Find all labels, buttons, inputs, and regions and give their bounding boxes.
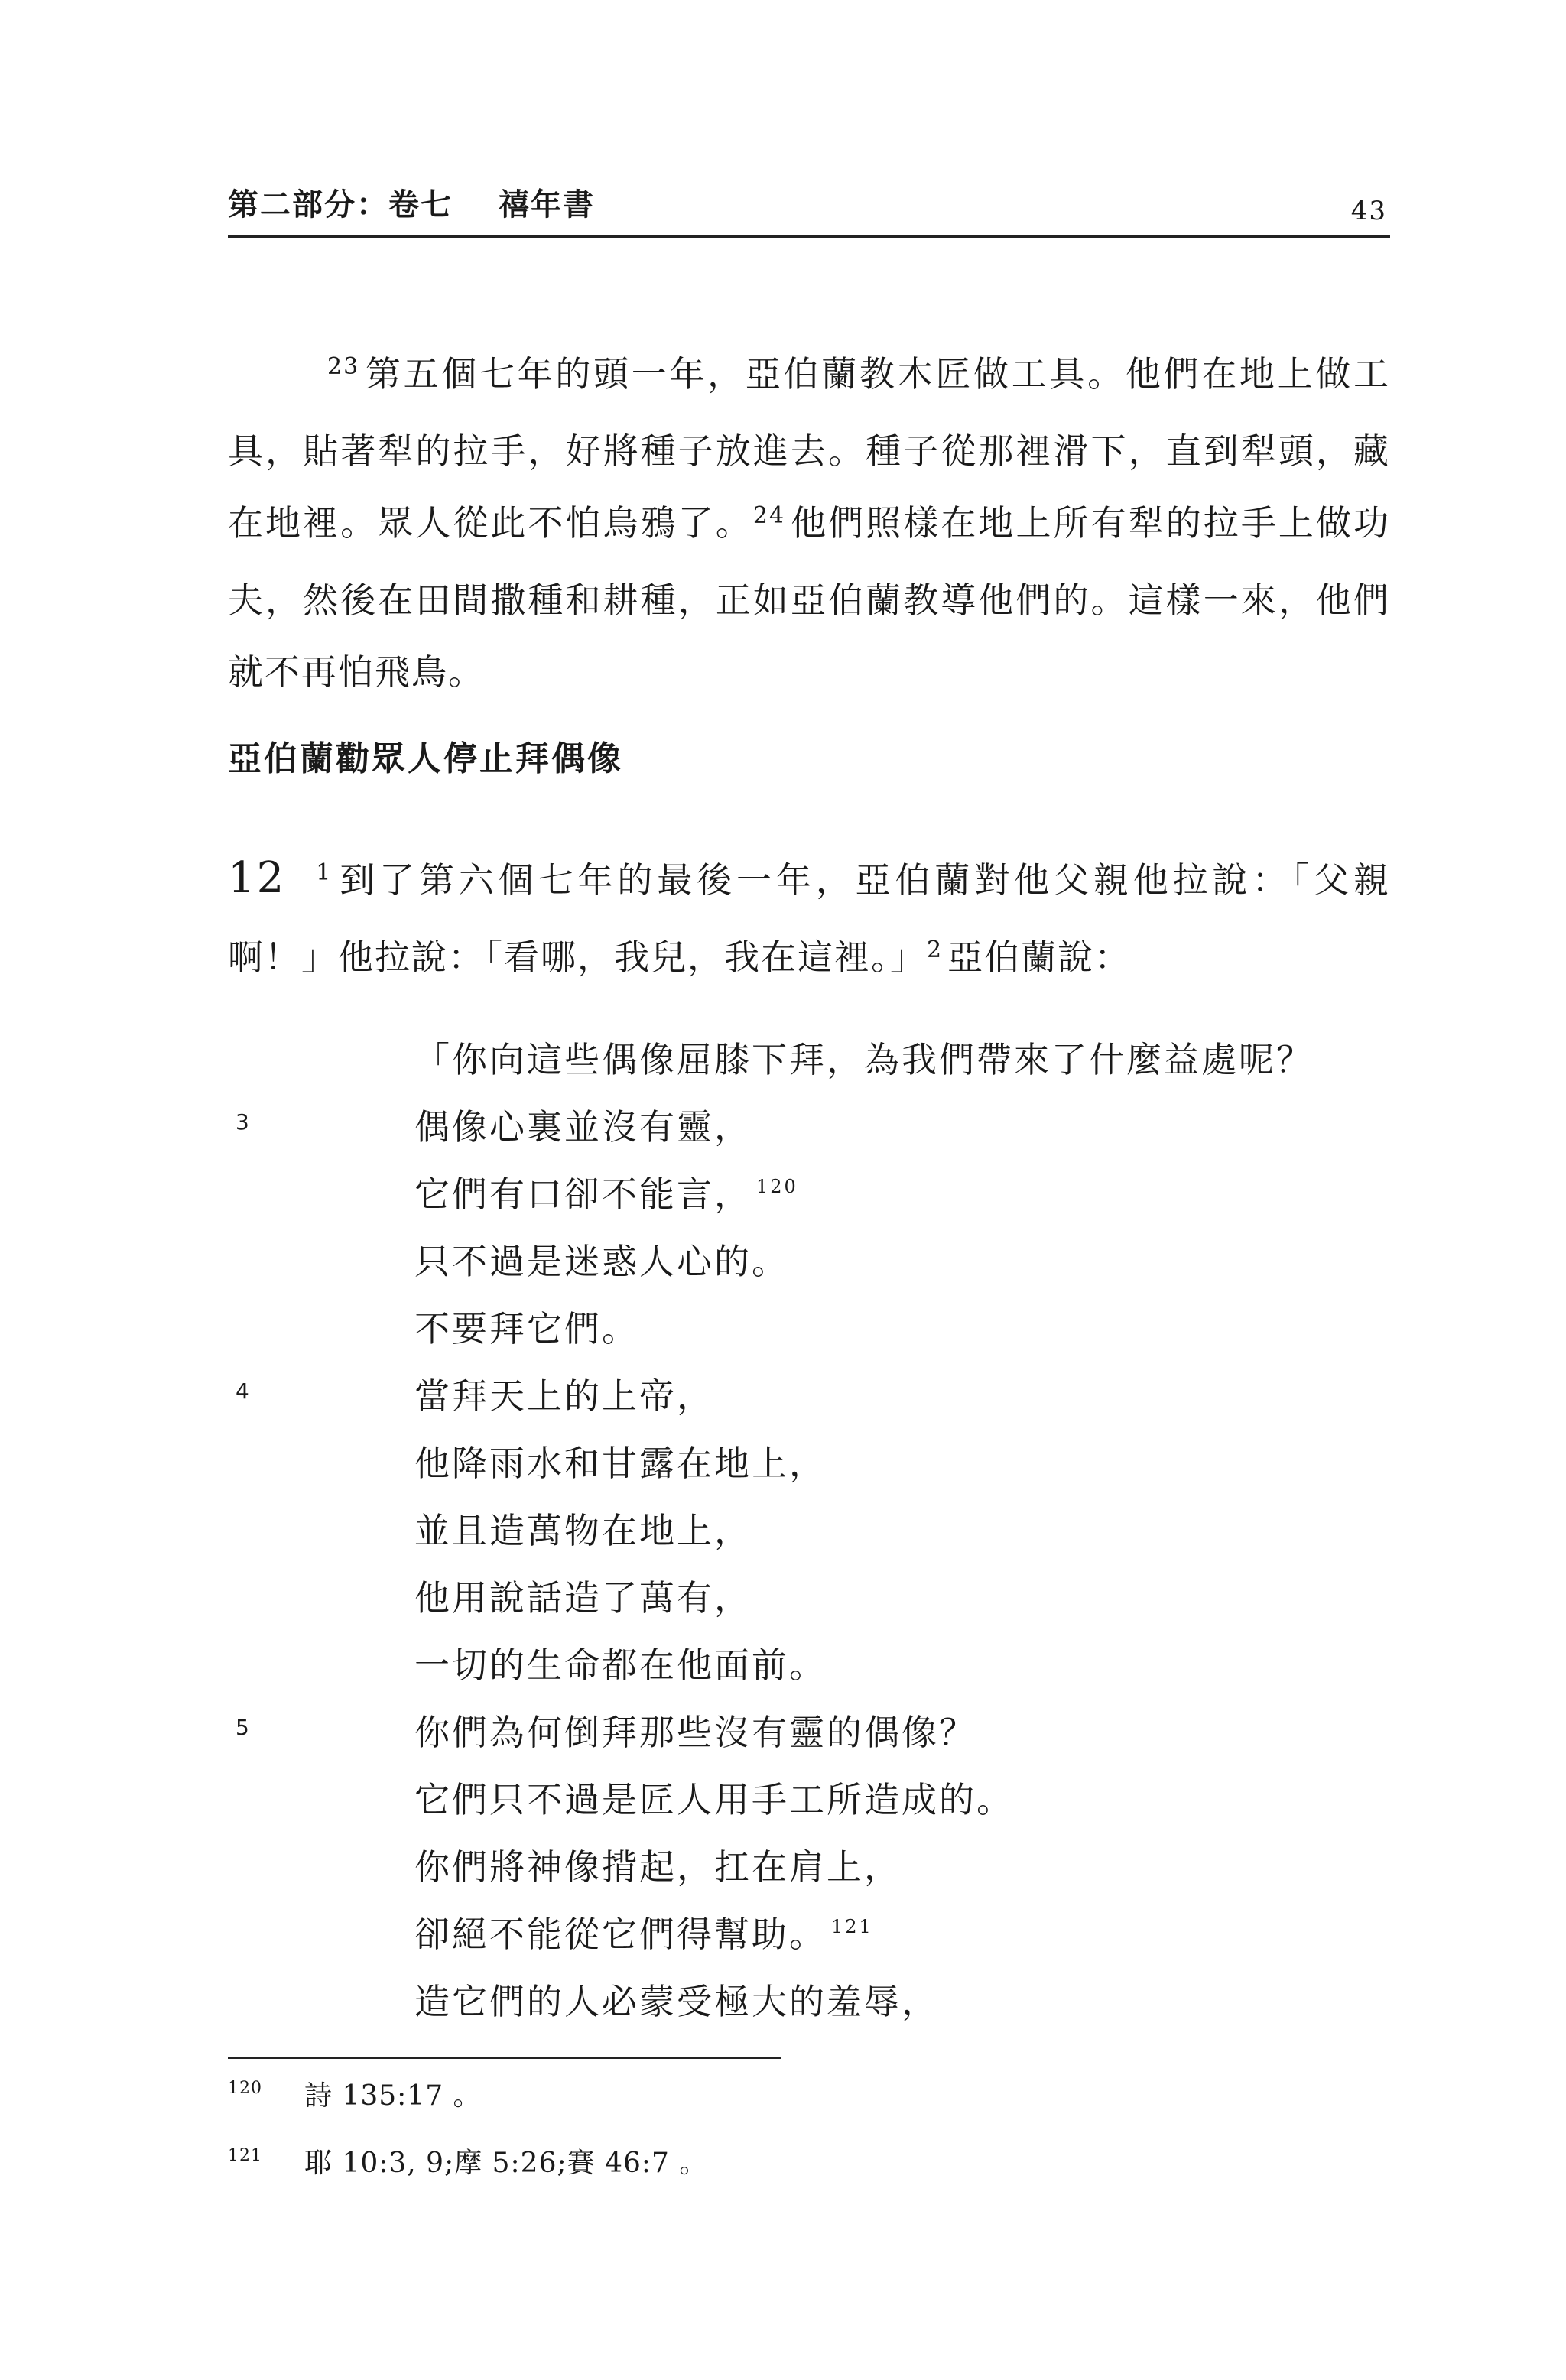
poem-line (228, 1228, 1390, 1295)
poem-line (228, 1901, 1390, 1968)
header-book: 禧年書 (499, 187, 595, 222)
poem-line (228, 1564, 1390, 1632)
poem-line (228, 1968, 1390, 2035)
verse-number: 5 (236, 1715, 252, 1740)
poem-line-text: 當拜天上的上帝， (414, 1375, 714, 1417)
footnote-number: 120 (228, 2079, 262, 2098)
paragraph-verse-23 (228, 338, 1390, 708)
poem-line (228, 1362, 1390, 1430)
poem-line (228, 1295, 1390, 1362)
poem-line-text: 它們只不過是匠人用手工所造成的。 (414, 1779, 1014, 1820)
poem-line (228, 1497, 1390, 1564)
verse-text: 到了第六個七年的最後一年，亞伯蘭對他父親他拉說：「父親啊！」他拉說：「看哪，我兒，我在這裡。」 (228, 859, 1390, 978)
header-section: 第二部分：卷七 (228, 187, 453, 222)
poem-line-text: 「你向這些偶像屈膝下拜，為我們帶來了什麼益處呢？ (414, 1039, 1314, 1080)
verse-number: 23 (327, 353, 360, 380)
footnote-text: 耶 10:3, 9;摩 5:26;賽 46:7 。 (304, 2148, 708, 2179)
page-number: 43 (1350, 196, 1387, 226)
poem-line-text: 造它們的人必蒙受極大的羞辱， (414, 1981, 939, 2022)
footnote-ref[interactable]: 120 (756, 1176, 798, 1197)
verse-number: 3 (236, 1109, 252, 1135)
poem-line-text: 它們有口卻不能言， (414, 1174, 752, 1215)
footnote-number: 121 (228, 2146, 262, 2165)
running-header (228, 182, 1390, 238)
footnote-121 (228, 2141, 1298, 2187)
poem-line-text: 他降雨水和甘露在地上， (414, 1443, 827, 1484)
verse-number: 24 (752, 502, 786, 529)
verse-text: 他們照樣在地上所有犁的拉手上做功夫，然後在田間撒種和耕種，正如亞伯蘭教導他們的。這樣一來，他們就不再怕飛鳥。 (228, 502, 1391, 693)
footnote-120 (228, 2073, 1298, 2119)
poem-line-text: 你們將神像揹起，扛在肩上， (414, 1846, 902, 1888)
poem-line (228, 1632, 1390, 1699)
poem-line (228, 1161, 1390, 1228)
poem-line (228, 1833, 1390, 1901)
verse-text: 第五個七年的頭一年，亞伯蘭教木匠做工具。他們在地上做工具，貼著犁的拉手，好將種子放進去。種子從那裡滑下，直到犁頭，藏在地裡。眾人從此不怕烏鴉了。 (228, 353, 1390, 544)
poem-line-text: 卻絕不能從它們得幫助。 (414, 1914, 827, 1955)
poem-line (228, 1026, 1390, 1093)
poem-line-text: 並且造萬物在地上， (414, 1510, 752, 1551)
section-heading: 亞伯蘭勸眾人停止拜偶像 (228, 739, 623, 778)
poem-line-text: 他用說話造了萬有， (414, 1577, 752, 1619)
poem-line (228, 1766, 1390, 1833)
footnote-divider (228, 2057, 781, 2059)
poem-line-text: 一切的生命都在他面前。 (414, 1645, 827, 1686)
verse-text: 亞伯蘭說： (947, 937, 1132, 978)
verse-number: 2 (927, 937, 944, 963)
poem-line-text: 偶像心裏並沒有靈， (414, 1106, 752, 1148)
poem-block (228, 1026, 1390, 2035)
poem-line (228, 1093, 1390, 1161)
poem-line-text: 你們為何倒拜那些沒有靈的偶像？ (414, 1712, 976, 1753)
verse-number: 4 (236, 1378, 252, 1404)
poem-line (228, 1430, 1390, 1497)
poem-line-text: 只不過是迷惑人心的。 (414, 1241, 789, 1282)
footnote-ref[interactable]: 121 (831, 1916, 873, 1937)
paragraph-chapter-12 (228, 843, 1390, 998)
verse-number: 1 (316, 859, 333, 886)
poem-line (228, 1699, 1390, 1766)
footnote-text: 詩 135:17 。 (304, 2080, 482, 2112)
header-title (228, 182, 595, 228)
poem-line-text: 不要拜它們。 (414, 1308, 639, 1349)
chapter-number: 12 (228, 853, 286, 903)
